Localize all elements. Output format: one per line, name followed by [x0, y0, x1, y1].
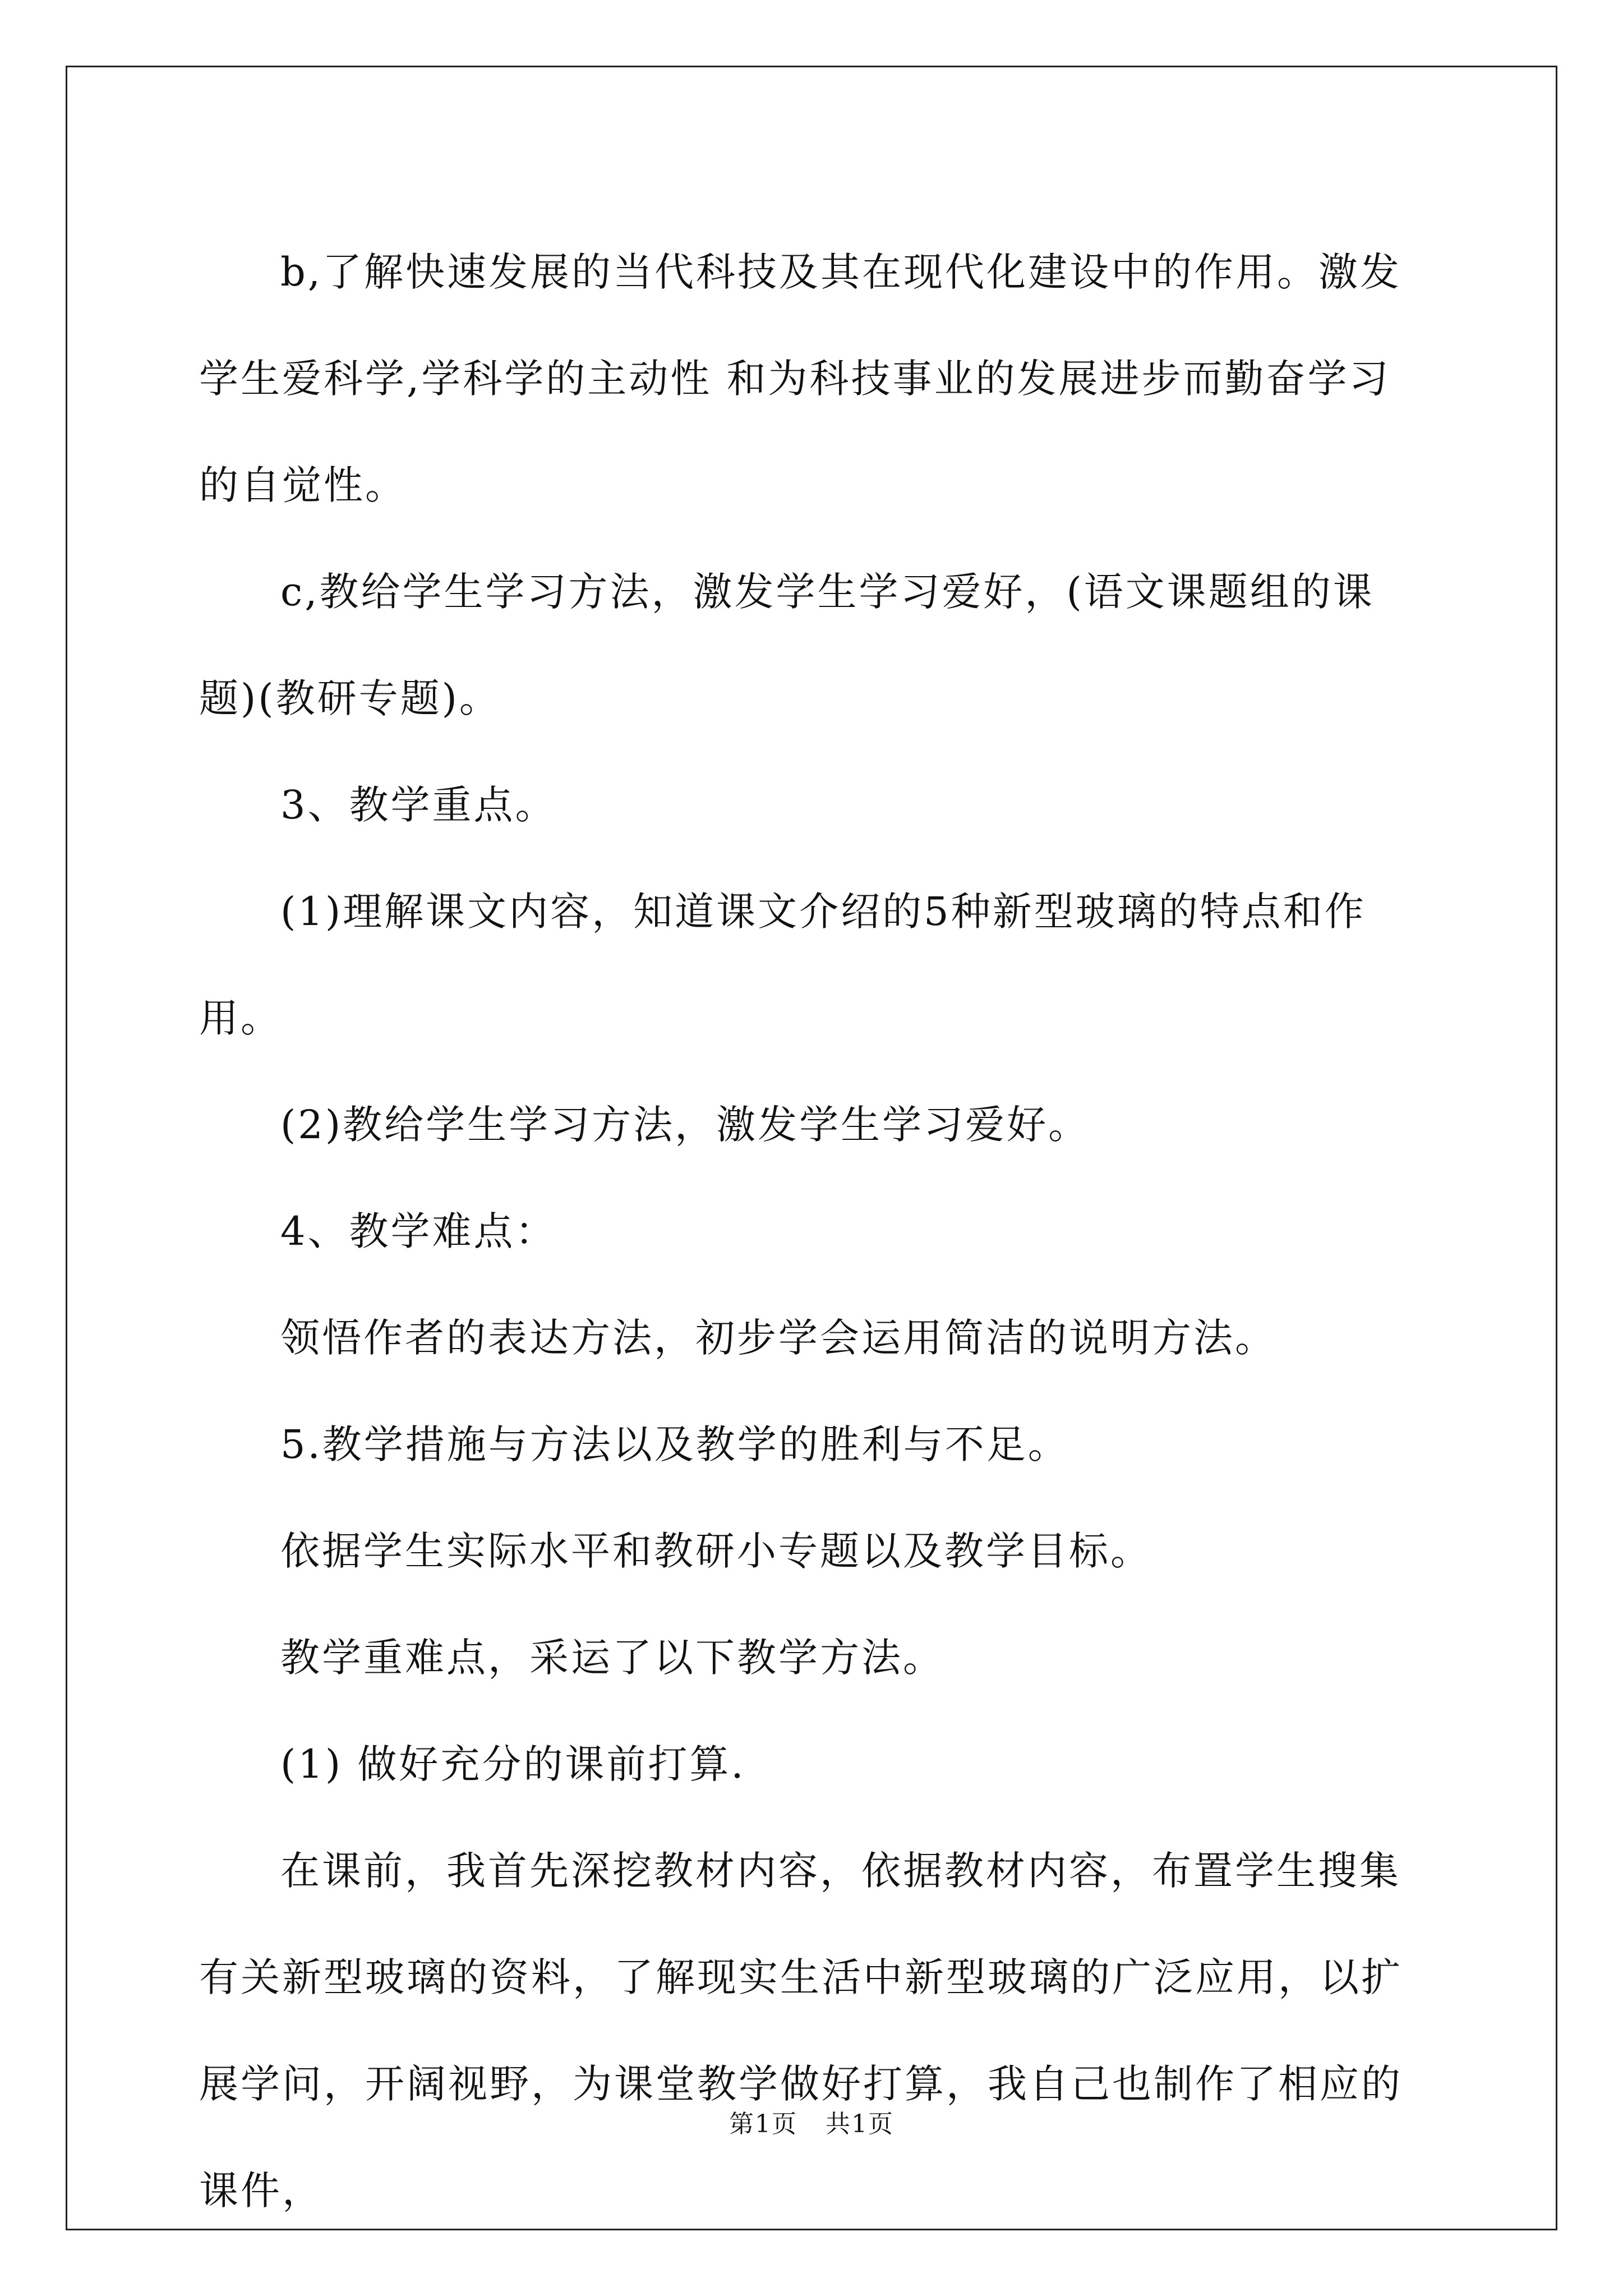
page-total: 共1页 [826, 2110, 894, 2138]
method-item-1: (1) 做好充分的课前打算. [280, 1741, 746, 1787]
difficulty-text: 领悟作者的表达方法，初步学会运用简洁的说明方法。 [280, 1315, 1276, 1361]
methods-intro: 教学重难点，采运了以下教学方法。 [280, 1635, 944, 1681]
methods-basis: 依据学生实际水平和教研小专题以及教学目标。 [280, 1528, 1152, 1574]
document-body [199, 219, 1427, 2244]
page-footer [0, 2104, 1623, 2139]
page-number: 第1页 [729, 2110, 797, 2138]
focus-item-2: (2)教给学生学习方法，激发学生学习爱好。 [280, 1102, 1090, 1148]
paragraph-b: b,了解快速发展的当代科技及其在现代化建设中的作用。激发学生爱科学,学科学的主动性 和为科技事业的发展进步而勤奋学习的自觉性。 [199, 249, 1402, 508]
heading-teaching-methods: 5.教学措施与方法以及教学的胜利与不足。 [280, 1421, 1069, 1467]
method-item-1-detail: 在课前，我首先深挖教材内容，依据教材内容，布置学生搜集有关新型玻璃的资料，了解现实生活中新型玻璃的广泛应用，以扩展学问，开阔视野，为课堂教学做好打算，我自己也制作了相应的课件， [199, 1848, 1403, 2214]
focus-item-1: (1)理解课文内容，知道课文介绍的5种新型玻璃的特点和作用。 [199, 889, 1366, 1041]
paragraph-c: c,教给学生学习方法，激发学生学习爱好，(语文课题组的课题)(教研专题)。 [199, 569, 1375, 721]
heading-teaching-difficulty: 4、教学难点： [280, 1208, 557, 1254]
heading-teaching-focus: 3、教学重点。 [280, 782, 557, 828]
